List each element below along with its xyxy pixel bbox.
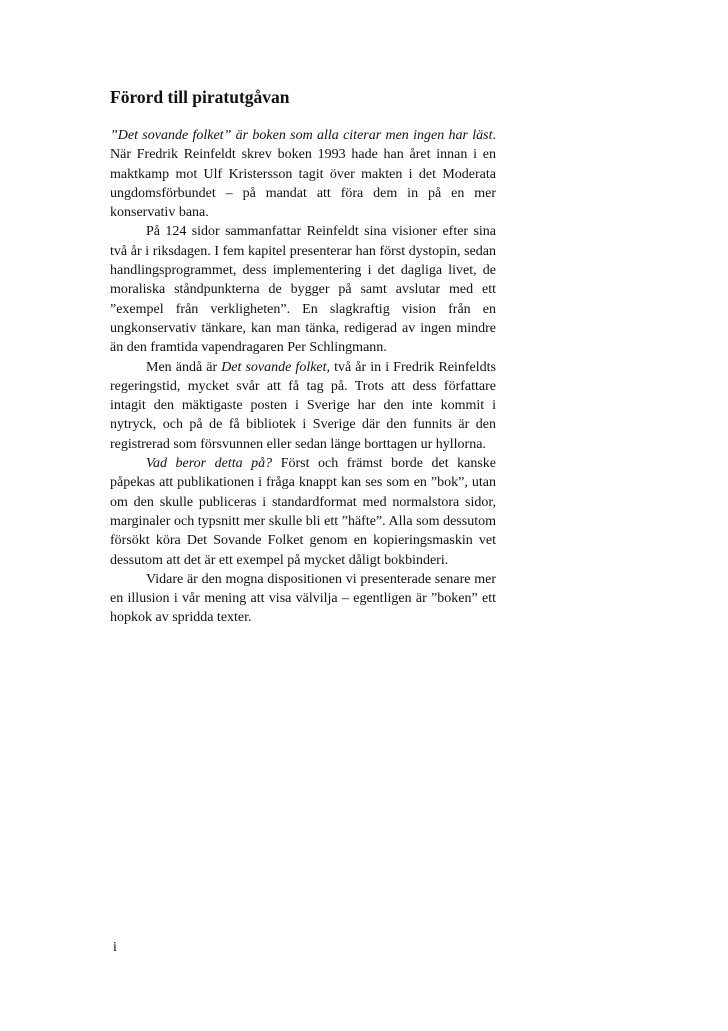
italic-text-segment: ”Det sovande folket” är boken som alla citerar men ingen har läst — [110, 128, 493, 143]
paragraph — [110, 358, 496, 454]
italic-text-segment: Vad beror detta på? — [146, 456, 273, 472]
text-segment: . När Fredrik Reinfeldt skrev boken 1993 hade han året innan i en maktkamp mot Ulf Kristersson tagit över makten i det Moderata ungdomsförbundet – på mandat att föra dem in på en mer konservativ bana. — [110, 128, 496, 221]
italic-text-segment: Det sovande folket, — [221, 359, 331, 375]
paragraph — [110, 570, 496, 628]
page-content — [110, 86, 496, 628]
body-text — [110, 126, 496, 628]
paragraph — [110, 126, 496, 222]
text-segment: På 124 sidor sammanfattar Reinfeldt sina visioner efter sina två år i riksdagen. I fem kapitel presenterar han först dystopin, sedan handlingsprogrammet, dess implementering i det dagliga livet, de moraliska ståndpunkterna de bygger på samt avslutar med ett ”exempel från verkligheten”. En slagkraftig vision från en ungkonservativ tänkare, kan man tänka, redigerad av ingen mindre än den framtida vapendragaren Per Schlingmann. — [110, 224, 496, 356]
paragraph — [110, 222, 496, 357]
text-segment: två år in i Fredrik Reinfeldts regeringstid, mycket svår att få tag på. Trots att dess författare intagit den mäktigaste posten i Sverige har den inte kommit i nytryck, och på de få bibliotek i Sverige där den funnits är den registrerad som försvunnen eller sedan länge borttagen ur hyllorna. — [110, 359, 496, 452]
paragraph — [110, 454, 496, 570]
text-segment: Vidare är den mogna dispositionen vi presenterade senare mer en illusion i vår mening att visa välvilja – egentligen är ”boken” ett hopkok av spridda texter. — [110, 571, 496, 626]
page-number: i — [113, 940, 117, 955]
text-segment: Men ändå är — [146, 359, 222, 375]
page-title: Förord till piratutgåvan — [110, 87, 290, 107]
text-segment: Först och främst borde det kanske påpekas att publikationen i fråga knappt kan ses som en ”bok”, utan om den skulle publiceras i standardformat med normalstora sidor, marginaler och typsnitt mer skulle bli ett ”häfte”. Alla som dessutom försökt köra Det Sovande Folket genom en kopieringsmaskin vet dessutom att det är ett exempel på mycket dåligt bokbinderi. — [110, 456, 496, 568]
